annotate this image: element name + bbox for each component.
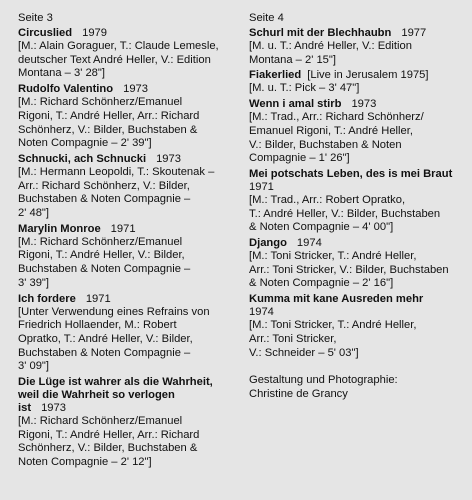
track-title: Schnucki, ach Schnucki <box>18 152 147 165</box>
track-kumma-mit-kane-ausreden <box>249 293 464 360</box>
track-year: 1973 <box>41 402 66 415</box>
design-photography-credit: Gestaltung und Photographie: Christine de Grancy <box>249 374 398 400</box>
track-year: 1974 <box>296 237 322 250</box>
track-year: 1973 <box>156 152 181 165</box>
side-4-column <box>249 12 464 402</box>
track-marylin-monroe <box>18 223 244 291</box>
side-3-title: Seite 3 <box>18 12 53 24</box>
track-year: 1973 <box>123 83 148 96</box>
track-credits: [M. u. T.: Pick – 3' 47"] <box>249 82 360 95</box>
track-django <box>249 237 464 291</box>
track-title: Wenn i amal stirb <box>249 98 342 111</box>
track-credits: [M.: Richard Schönherz/Emanuel Rigoni, T.: André Heller, V.: Bilder, Buchstaben & Noten Compagnie – 3' 39"] <box>18 235 191 289</box>
track-credits: [M.: Alain Goraguer, T.: Claude Lemesle, deutscher Text André Heller, V.: Edition Montana – 3' 28"] <box>18 40 219 80</box>
track-fiakerlied <box>249 69 464 96</box>
track-credits: [M.: Hermann Leopoldi, T.: Skoutenak – Arr.: Richard Schönherz, V.: Bilder, Buchstaben & Noten Compagnie – 2' 48"] <box>18 165 215 220</box>
track-year: 1973 <box>351 98 377 111</box>
track-year: 1971 <box>85 292 111 305</box>
side-3-column <box>18 12 244 472</box>
track-title: Circuslied <box>18 27 73 39</box>
track-year: 1974 <box>249 306 274 319</box>
track-year: 1979 <box>82 27 107 39</box>
track-year: 1971 <box>110 222 136 235</box>
track-title: Mei potschats Leben, des is mei Braut <box>249 167 453 180</box>
track-schnucki <box>18 153 244 221</box>
track-circuslied <box>18 27 244 81</box>
track-title: Django <box>249 237 287 250</box>
track-credits: [M. u. T.: André Heller, V.: Edition Montana – 2' 15"] <box>249 40 412 66</box>
track-credits: [M.: Trad., Arr.: Robert Opratko, T.: André Heller, V.: Bilder, Buchstaben & Noten Compagnie – 4' 00"] <box>249 193 441 234</box>
track-mei-potschats-leben <box>249 168 464 235</box>
track-year: 1977 <box>401 27 427 39</box>
track-die-luege <box>18 376 244 470</box>
track-title: Marylin Monroe <box>18 222 101 235</box>
track-title: Rudolfo Valentino <box>18 83 114 96</box>
track-year: [Live in Jerusalem 1975] <box>307 69 429 82</box>
track-credits: [M.: Toni Stricker, T.: André Heller, Arr.: Toni Stricker, V.: Bilder, Buchstaben & Noten Compagnie – 2' 16"] <box>249 250 449 290</box>
track-rudolfo-valentino <box>18 83 244 151</box>
track-credits: [M.: Richard Schönherz/Emanuel Rigoni, T.: André Heller, Arr.: Richard Schönherz, V.: Bilder, Buchstaben & Noten Compagnie – 2' 39"] <box>18 96 200 150</box>
track-title: Fiakerlied <box>249 69 302 82</box>
track-title: Die Lüge ist wahrer als die Wahrheit, weil die Wahrheit so verlogen ist <box>18 376 213 415</box>
track-title: Kumma mit kane Ausreden mehr <box>249 293 424 306</box>
track-credits: [M.: Richard Schönherz/Emanuel Rigoni, T.: André Heller, Arr.: Richard Schönherz, V.: Bilder, Buchstaben & Noten Compagnie – 2' 12"] <box>18 415 200 469</box>
track-wenn-i-amal-stirb <box>249 98 464 166</box>
track-credits: [Unter Verwendung eines Refrains von Friedrich Hollaender, M.: Robert Opratko, T.: André Heller, V.: Bilder, Buchstaben & Noten Compagnie – 3' 09"] <box>18 305 210 373</box>
track-credits: [M.: Trad., Arr.: Richard Schönherz/ Emanuel Rigoni, T.: André Heller, V.: Bilder, Buchstaben & Noten Compagnie – 1' 26"] <box>249 111 424 165</box>
track-year: 1971 <box>249 180 274 193</box>
track-title: Ich fordere <box>18 292 76 305</box>
track-schurl <box>249 27 464 67</box>
track-credits: [M.: Toni Stricker, T.: André Heller, Arr.: Toni Stricker, V.: Schneider – 5' 03"] <box>249 319 417 359</box>
track-title: Schurl mit der Blechhaubn <box>249 27 392 39</box>
side-4-title: Seite 4 <box>249 12 284 24</box>
track-ich-fordere <box>18 293 244 375</box>
